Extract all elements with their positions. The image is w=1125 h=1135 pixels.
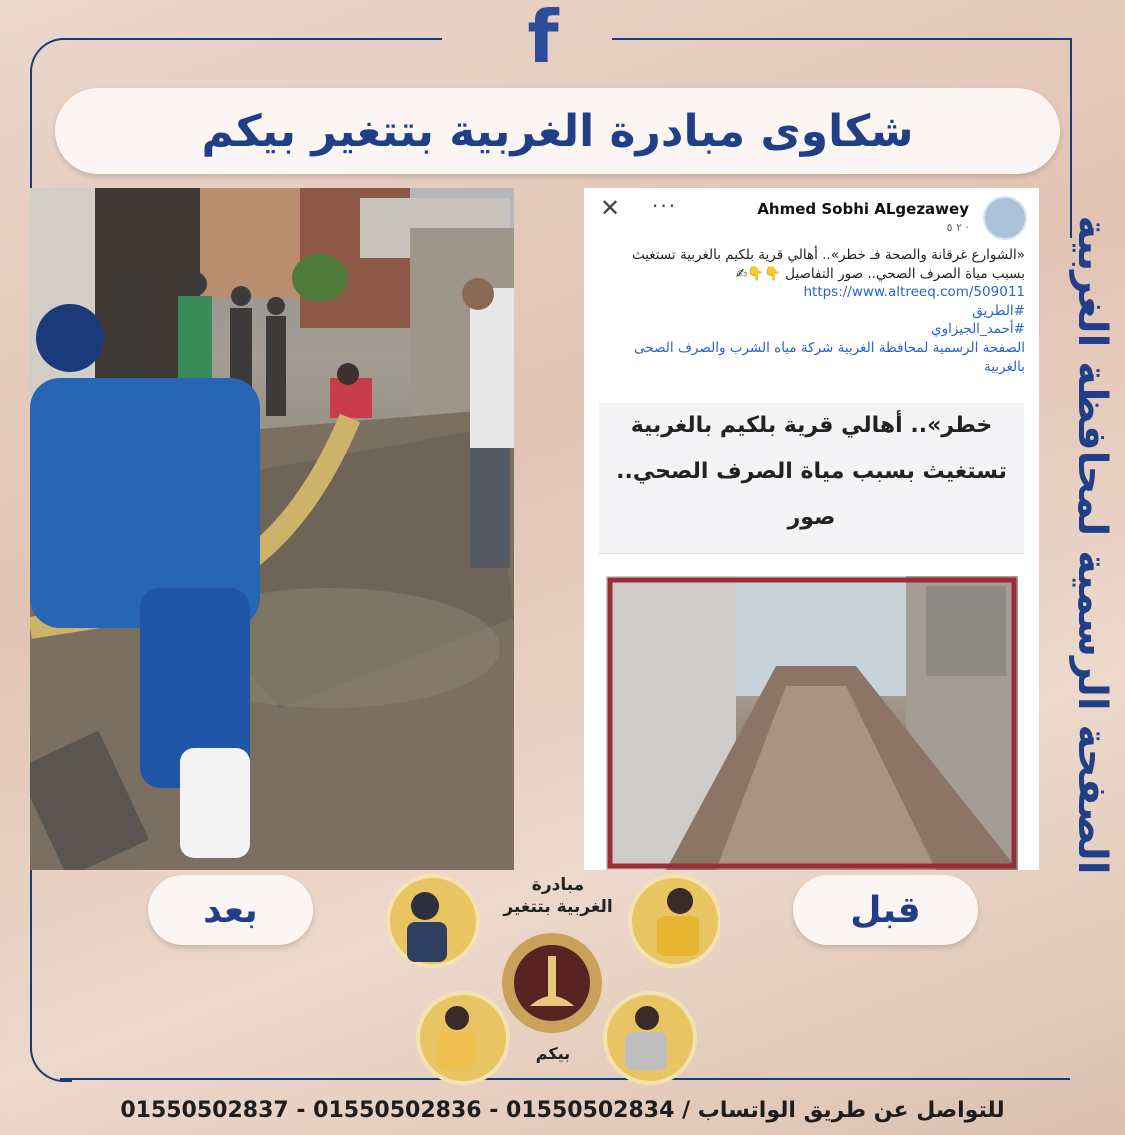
logo-top-text: مبادرة الغربية بتتغير [503, 875, 613, 917]
frame-line-top-right [612, 38, 1070, 40]
initiative-logo [385, 866, 720, 1096]
more-options-icon[interactable]: ··· [652, 194, 678, 218]
post-time: ٢ ٥ · [946, 221, 969, 234]
after-label: بعد [203, 889, 258, 931]
side-label [1052, 215, 1125, 875]
before-label-pill [793, 875, 978, 945]
frame-line-right [1070, 38, 1072, 238]
contact-line: للتواصل عن طريق الواتساب / 01550502834 - 01550502836 - 01550502837 [120, 1098, 1005, 1123]
post-text-line2: التفاصيل 👇👇✍ [735, 265, 834, 282]
before-photo-scene [606, 576, 1018, 870]
article-headline [599, 403, 1024, 554]
avatar[interactable] [983, 196, 1027, 240]
after-photo-scene [30, 188, 514, 870]
article-headline-text: خطر».. أهالي قرية بلكيم بالغربية تستغيث بسبب مياة الصرف الصحي.. صور [616, 413, 1007, 530]
side-label-text: الصفحة الرسمية لمحافظة الغربية [1069, 215, 1115, 875]
logo-bottom-text: بيكم [535, 1044, 571, 1063]
mention-links[interactable]: الصفحة الرسمية لمحافظة الغربية شركة مياه الشرب والصرف الصحى بالغربية [634, 339, 1025, 375]
post-link[interactable]: https://www.altreeq.com/509011 [803, 284, 1025, 301]
after-label-pill [148, 875, 313, 945]
frame-line-top-left [60, 38, 442, 40]
post-text-line1: «الشوارع غرقانة والصحة فـ خطر».. أهالي قرية بلكيم بالغربية تستغيث بسبب مياة الصرف الصحي.. صور [631, 247, 1025, 282]
post-header [584, 188, 1039, 403]
before-photo [606, 576, 1018, 870]
post-author[interactable]: Ahmed Sobhi ALgezawey [757, 200, 969, 218]
post-body [605, 246, 1025, 376]
hashtag-link[interactable]: #أحمد_الجيزاوي [931, 321, 1025, 338]
facebook-icon: f [527, 0, 559, 79]
page-title: شكاوى مبادرة الغربية بتتغير بيكم [201, 105, 914, 157]
close-icon[interactable]: ✕ [600, 194, 621, 222]
facebook-post-screenshot [584, 188, 1039, 870]
after-photo [30, 188, 514, 870]
hashtag-link[interactable]: #الطريق [972, 302, 1025, 319]
before-label: قبل [850, 889, 921, 931]
title-banner [55, 88, 1060, 174]
